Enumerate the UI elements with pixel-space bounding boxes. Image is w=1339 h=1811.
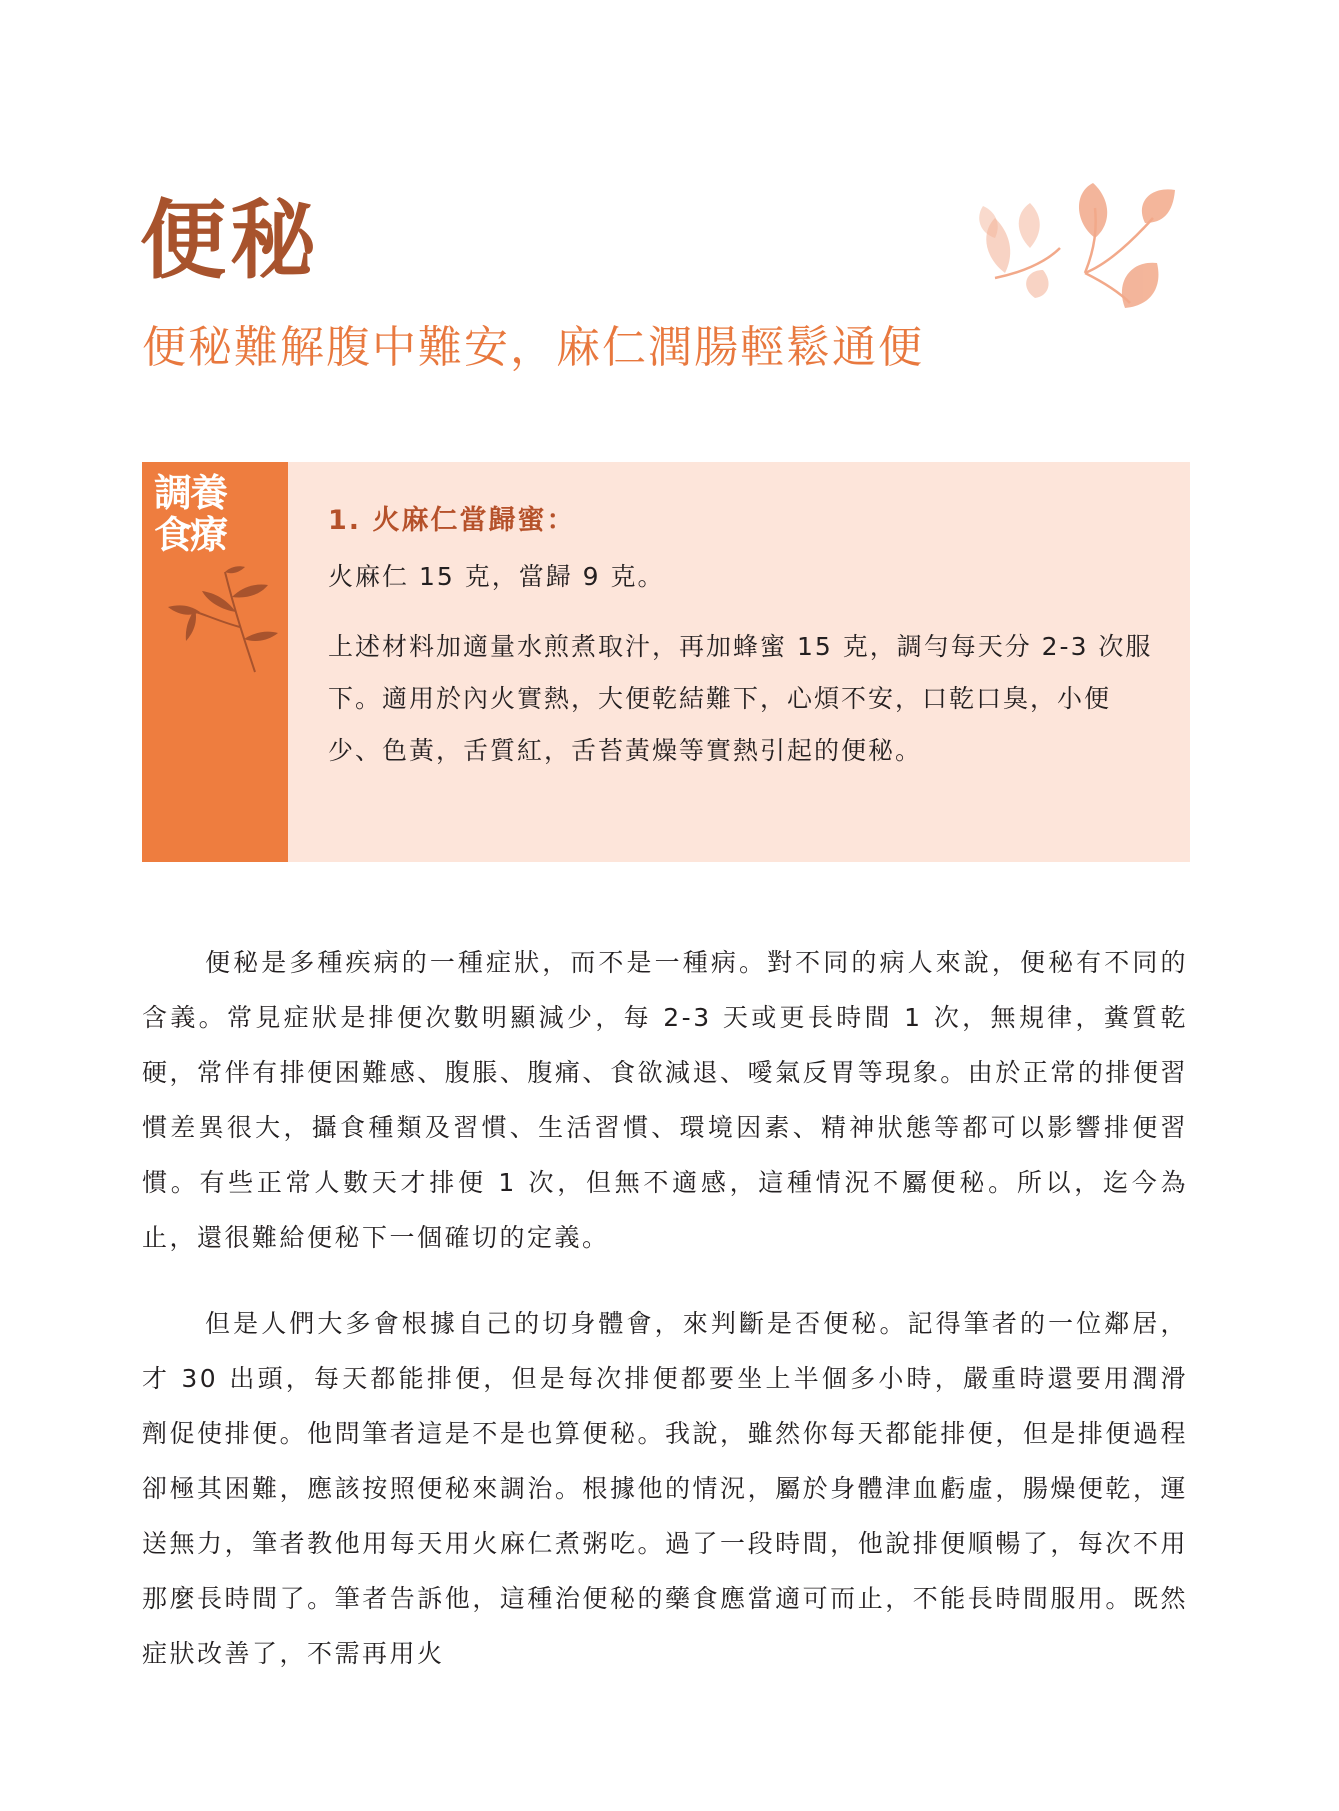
bamboo-sprig-icon xyxy=(160,557,280,677)
recipe-content xyxy=(328,498,1158,777)
page-subtitle: 便秘難解腹中難安，麻仁潤腸輕鬆通便 xyxy=(142,322,924,373)
leaf-branch-icon xyxy=(975,178,1195,328)
side-label xyxy=(154,472,244,556)
body-paragraph-1: 便秘是多種疾病的一種症狀，而不是一種病。對不同的病人來說，便秘有不同的含義。常見症狀是排便次數明顯減少，每 2-3 天或更長時間 1 次，無規律，糞質乾硬，常伴有排便困難感、腹脹、腹痛、食欲減退、噯氣反胃等現象。由於正常的排便習慣差異很大，攝食種類及習慣、生活習慣、環境因素、精神狀態等都可以影響排便習慣。有些正常人數天才排便 1 次，但無不適感，這種情況不屬便秘。所以，迄今為止，還很難給便秘下一個確切的定義。 xyxy=(142,948,1188,1252)
page-title: 便秘 xyxy=(140,190,320,291)
recipe-box xyxy=(142,462,1190,862)
recipe-method: 上述材料加適量水煎煮取汁，再加蜂蜜 15 克，調勻每天分 2-3 次服下。適用於內火實熱，大便乾結難下，心煩不安，口乾口臭，小便少、色黃，舌質紅，舌苔黃燥等實熱引起的便秘。 xyxy=(328,632,1153,765)
body-paragraph-2: 但是人們大多會根據自己的切身體會，來判斷是否便秘。記得筆者的一位鄰居，才 30 出頭，每天都能排便，但是每次排便都要坐上半個多小時，嚴重時還要用潤滑劑促使排便。他問筆者這是不是也算便秘。我說，雖然你每天都能排便，但是排便過程卻極其困難，應該按照便秘來調治。根據他的情況，屬於身體津血虧虛，腸燥便乾，運送無力，筆者教他用每天用火麻仁煮粥吃。過了一段時間，他說排便順暢了，每次不用那麼長時間了。筆者告訴他，這種治便秘的藥食應當適可而止，不能長時間服用。既然症狀改善了，不需再用火 xyxy=(142,1309,1188,1668)
recipe-side-bar xyxy=(142,462,288,862)
recipe-title: 1. 火麻仁當歸蜜： xyxy=(328,505,576,536)
side-label-line2: 食療 xyxy=(154,512,227,557)
side-label-line1: 調養 xyxy=(154,470,227,515)
body-text xyxy=(142,935,1188,1712)
recipe-ingredients: 火麻仁 15 克，當歸 9 克。 xyxy=(328,562,665,591)
